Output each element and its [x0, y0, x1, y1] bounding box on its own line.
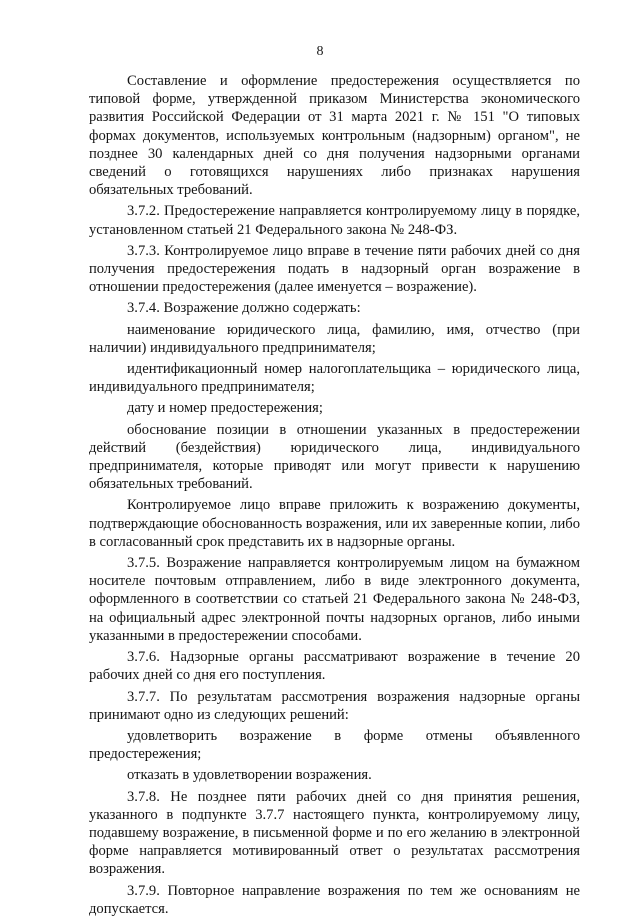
decision-option-satisfy: удовлетворить возражение в форме отмены объявленного предостережения; — [89, 727, 580, 763]
list-item-name: наименование юридического лица, фамилию, имя, отчество (при наличии) индивидуального предпринимателя; — [89, 321, 580, 356]
decision-option-refuse: отказать в удовлетворении возражения. — [127, 767, 372, 784]
list-item-justification: обоснование позиции в отношении указанных в предостережении действий (бездействия) юридического лица, индивидуального предпринимателя, которые приводят или могут привести к нарушению обязательных требований. — [89, 421, 580, 493]
document-body — [89, 72, 580, 921]
paragraph-3-7-4: 3.7.4. Возражение должно содержать: — [127, 300, 361, 317]
paragraph-3-7-7: 3.7.7. По результатам рассмотрения возражения надзорные органы принимают одно из следующих решений: — [89, 688, 580, 723]
paragraph-attachments: Контролируемое лицо вправе приложить к возражению документы, подтверждающие обоснованность возражения, или их заверенные копии, либо в согласованный срок представить их в надзорные органы. — [89, 497, 580, 550]
paragraph-3-7-6: 3.7.6. Надзорные органы рассматривают возражение в течение 20 рабочих дней со дня его поступления. — [89, 649, 580, 684]
paragraph-3-7-9: 3.7.9. Повторное направление возражения по тем же основаниям не допускается. — [89, 882, 580, 917]
paragraph-3-7-5: 3.7.5. Возражение направляется контролируемым лицом на бумажном носителе почтовым отправлением, либо в виде электронного документа, оформленного в соответствии со статьей 21 Федерального закона № 248-ФЗ, на официальный адрес электронной почты надзорных органов, либо иными указанными в предостережении способами. — [89, 555, 580, 644]
paragraph-3-7-2: 3.7.2. Предостережение направляется контролируемому лицу в порядке, установленном статьей 21 Федерального закона № 248-ФЗ. — [89, 203, 580, 238]
page-number: 8 — [316, 44, 324, 59]
paragraph-3-7-8: 3.7.8. Не позднее пяти рабочих дней со дня принятия решения, указанного в подпункте 3.7.7 настоящего пункта, контролируемому лицу, подавшему возражение, в письменной форме и по его желанию в электронной форме направляется мотивированный ответ о результатах рассмотрения возражения. — [89, 788, 580, 878]
list-item-date-number: дату и номер предостережения; — [127, 400, 323, 417]
list-item-inn: идентификационный номер налогоплательщика – юридического лица, индивидуального предпринимателя; — [89, 361, 580, 396]
paragraph-form-drafting: Составление и оформление предостережения осуществляется по типовой форме, утвержденной приказом Министерства экономического развития Российской Федерации от 31 марта 2021 г. № 151 "О типовых формах документов, используемых контрольным (надзорным) органом", не позднее 30 календарных дней со дня получения надзорными органами сведений о готовящихся нарушениях либо признаках нарушения обязательных требований. — [89, 73, 580, 199]
paragraph-3-7-3: 3.7.3. Контролируемое лицо вправе в течение пяти рабочих дней со дня получения предостережения подать в надзорный орган возражение в отношении предостережения (далее именуется – возражение). — [89, 242, 580, 296]
